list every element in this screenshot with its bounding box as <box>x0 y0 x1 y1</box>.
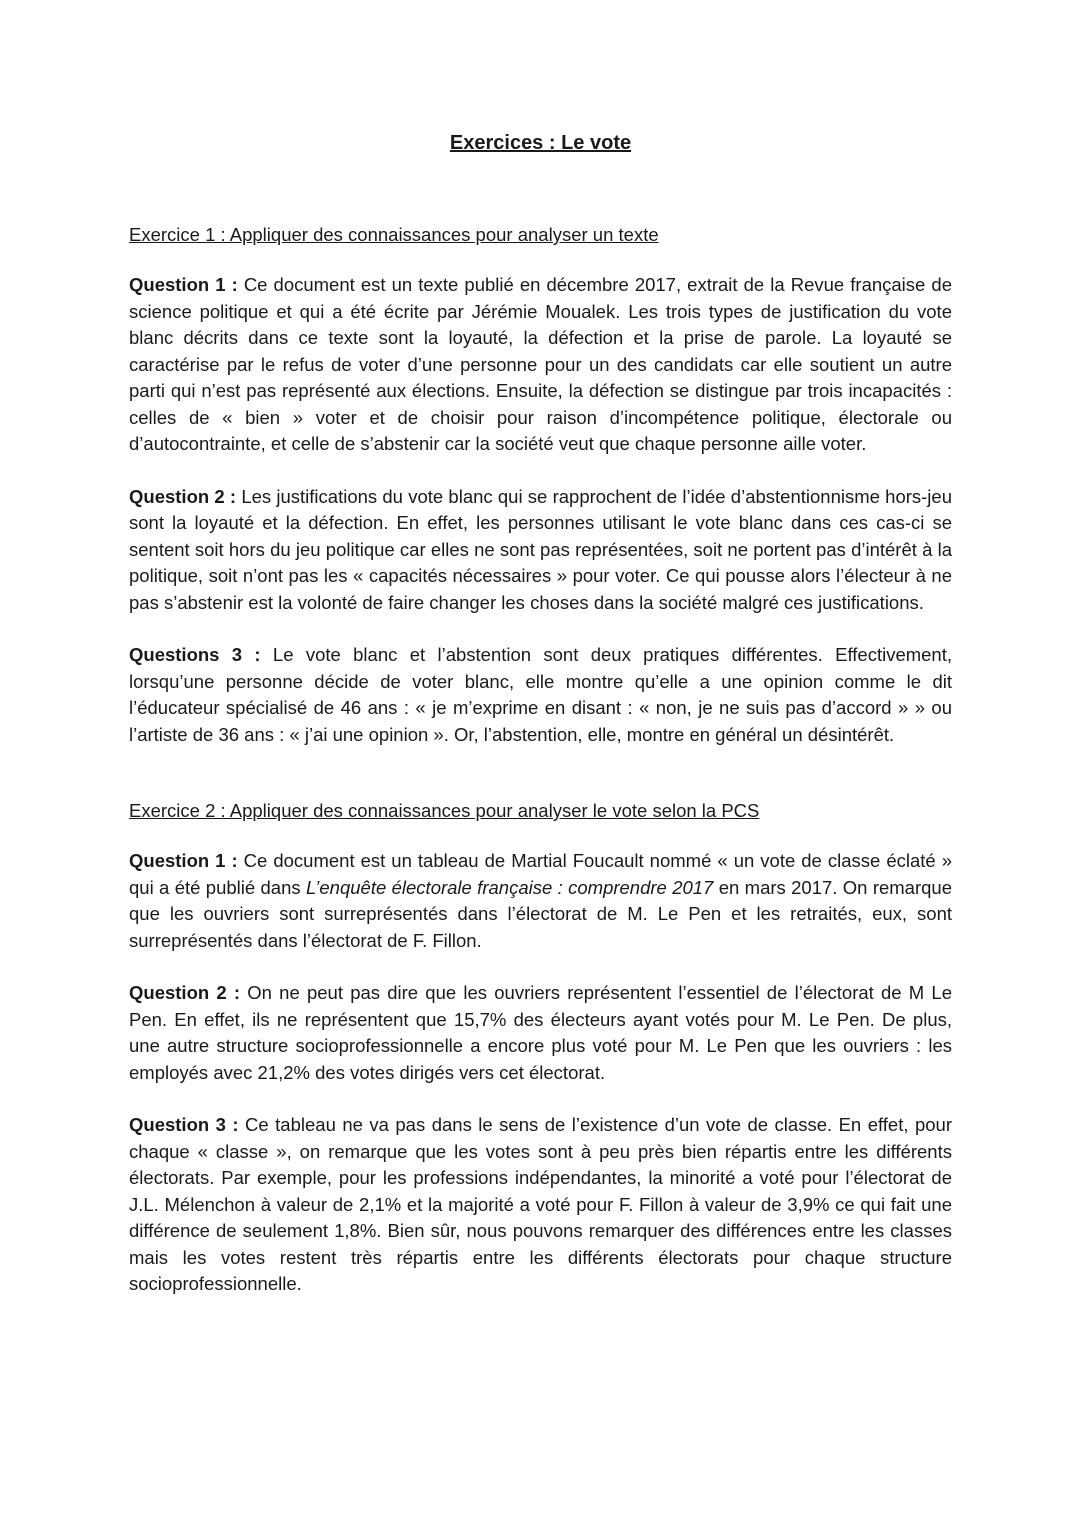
exercise-1-question-2 <box>129 484 952 617</box>
question-text: Les justifications du vote blanc qui se rapprochent de l’idée d’abstentionnisme hors-jeu sont la loyauté et la défection. En effet, les personnes utilisant le vote blanc dans ces cas-ci se sentent soit hors du jeu politique car elles ne sont pas représentées, soit ne portent pas d’intérêt à la politique, soit n’ont pas les « capacités nécessaires » pour voter. Ce qui pousse alors l’électeur à ne pas s’abstenir est la volonté de faire changer les choses dans la société malgré ces justifications. <box>129 485 952 613</box>
section-spacer <box>129 774 952 798</box>
question-label: Question 1 : <box>129 274 238 295</box>
question-label: Question 3 : <box>129 1114 239 1135</box>
exercise-2-question-1 <box>129 848 952 954</box>
exercise-2-heading: Exercice 2 : Appliquer des connaissances pour analyser le vote selon la PCS <box>129 800 760 821</box>
question-label: Question 2 : <box>129 982 241 1003</box>
question-label: Question 2 : <box>129 485 237 507</box>
document-page <box>129 128 952 1324</box>
exercise-1-question-1 <box>129 272 952 458</box>
question-text: Le vote blanc et l’abstention sont deux pratiques différentes. Effectivement, lorsqu’une personne décide de voter blanc, elle montre qu’elle a une opinion comme le dit l’éducateur spécialisé de 46 ans : « je m’exprime en disant : « non, je ne suis pas d’accord » » ou l’artiste de 36 ans : « j’ai une opinion ». Or, l’abstention, elle, montre en général un désintérêt. <box>129 644 952 745</box>
question-text: Ce document est un texte publié en décembre 2017, extrait de la Revue française de science politique et qui a été écrite par Jérémie Moualek. Les trois types de justification du vote blanc décrits dans ce texte sont la loyauté, la défection et la prise de parole. La loyauté se caractérise par le refus de voter d’une personne pour un des candidats car elle soutient un autre parti qui n’est pas représenté aux élections. Ensuite, la défection se distingue par trois incapacités : celles de « bien » voter et de choisir pour raison d’incompétence politique, électorale ou d’autocontrainte, et celle de s’abstenir car la société veut que chaque personne aille voter. <box>129 274 952 454</box>
exercise-2-question-3 <box>129 1112 952 1298</box>
question-text: Ce tableau ne va pas dans le sens de l’existence d’un vote de classe. En effet, pour chaque « classe », on remarque que les votes sont à peu près bien répartis entre les différents électorats. Par exemple, pour les professions indépendantes, la minorité a voté pour l’électorat de J.L. Mélenchon à valeur de 2,1% et la majorité a voté pour F. Fillon à valeur de 3,9% ce qui fait une différence de seulement 1,8%. Bien sûr, nous pouvons remarquer des différences entre les classes mais les votes restent très répartis entre les différents électorats pour chaque structure socioprofessionnelle. <box>129 1114 952 1294</box>
exercise-1-question-3 <box>129 642 952 748</box>
exercise-1-heading: Exercice 1 : Appliquer des connaissances pour analyser un texte <box>129 224 659 245</box>
question-text: Ce document est un tableau de Martial Foucault nommé « un vote de classe éclaté » qui a été publié dans <box>129 850 952 898</box>
question-label: Question 1 : <box>129 850 238 871</box>
page-title: Exercices : Le vote <box>449 132 632 154</box>
question-text: On ne peut pas dire que les ouvriers représentent l’essentiel de l’électorat de M Le Pen. En effet, ils ne représentent que 15,7% des électeurs ayant votés pour M. Le Pen. De plus, une autre structure socioprofessionnelle a encore plus voté pour M. Le Pen que les ouvriers : les employés avec 21,2% des votes dirigés vers cet électorat. <box>129 982 952 1083</box>
question-text: en mars 2017. On remarque que les ouvriers sont surreprésentés dans l’électorat de M. Le Pen et les retraités, eux, sont surreprésentés dans l’électorat de F. Fillon. <box>129 876 953 951</box>
book-title: L’enquête électorale française : comprendre 2017 <box>306 876 714 898</box>
question-label: Questions 3 : <box>129 644 261 665</box>
exercise-2-question-2 <box>129 980 952 1086</box>
